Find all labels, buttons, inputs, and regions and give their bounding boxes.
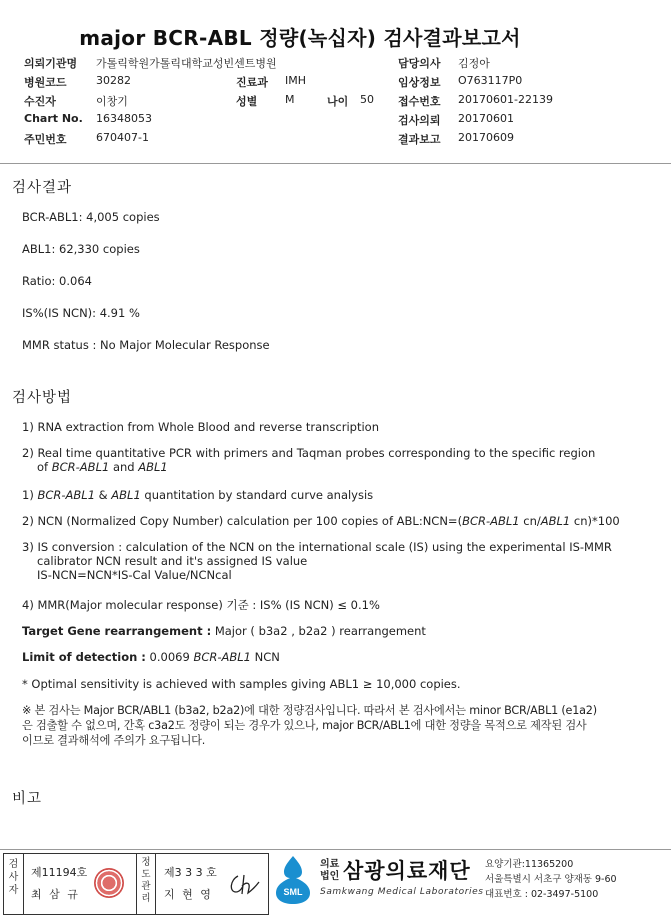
dept-value: IMH bbox=[285, 74, 307, 87]
header-row-2 bbox=[24, 74, 644, 93]
text-fragment: cn/ bbox=[519, 514, 541, 528]
method-step-mmr: 4) MMR(Major molecular response) 기준 : IS% (IS NCN) ≤ 0.1% bbox=[22, 598, 380, 612]
chart-value: 16348053 bbox=[96, 112, 152, 125]
report-date-label: 결과보고 bbox=[398, 133, 441, 146]
dept-label: 진료과 bbox=[236, 76, 268, 89]
patient-header bbox=[24, 55, 644, 150]
address: 서울특별시 서초구 양재동 9-60 bbox=[485, 874, 617, 885]
confirmer-license: 제3 3 3 호 bbox=[164, 866, 217, 879]
report-date-value: 20170609 bbox=[458, 131, 514, 144]
chart-label: Chart No. bbox=[24, 112, 83, 125]
hospital-code-label: 병원코드 bbox=[24, 76, 67, 89]
text-fragment: and bbox=[109, 460, 139, 474]
report-footer bbox=[0, 850, 671, 919]
gene-name: ABL1 bbox=[111, 488, 141, 502]
header-row-5 bbox=[24, 131, 644, 150]
examiner-license: 제11194호 bbox=[31, 866, 88, 879]
collector-value: 이창기 bbox=[96, 95, 128, 108]
sex-label: 성별 bbox=[236, 95, 258, 108]
resident-value: 670407-1 bbox=[96, 131, 149, 144]
lod-label: Limit of detection : bbox=[22, 650, 146, 664]
gene-name: ABL1 bbox=[540, 514, 571, 528]
signature-box bbox=[3, 853, 269, 915]
method-step-quantitation bbox=[22, 488, 662, 502]
gene-name: BCR-ABL1 bbox=[462, 514, 520, 528]
header-row-1 bbox=[24, 55, 644, 74]
caution-note bbox=[22, 703, 664, 748]
examiner-label bbox=[4, 854, 24, 914]
text-fragment: of bbox=[37, 460, 52, 474]
org-name-english: Samkwang Medical Laboratories bbox=[320, 887, 484, 897]
confirmer-name: 지 현 영 bbox=[164, 888, 213, 901]
target-gene-label: Target Gene rearrangement : bbox=[22, 624, 212, 638]
text-fragment: 0.0069 bbox=[145, 650, 194, 664]
gene-name: BCR-ABL1 bbox=[51, 460, 110, 474]
org-prefix-2: 법인 bbox=[320, 871, 340, 882]
examiner-name: 최 삼 규 bbox=[31, 888, 80, 901]
method-step-pcr-line1: 2) Real time quantitative PCR with primers and Taqman probes corresponding to the specific region bbox=[22, 446, 596, 460]
gene-name: BCR-ABL1 bbox=[193, 650, 251, 664]
age-label: 나이 bbox=[327, 95, 349, 108]
collector-label: 수진자 bbox=[24, 95, 56, 108]
phone: 대표번호 : 02-3497-5100 bbox=[485, 889, 599, 900]
result-abl1: ABL1: 62,330 copies bbox=[22, 242, 140, 256]
institution-label: 의뢰기관명 bbox=[24, 57, 78, 70]
confirmer-label-text: 정도관리 bbox=[141, 857, 151, 904]
age-value: 50 bbox=[360, 93, 374, 106]
optimal-sensitivity-note: * Optimal sensitivity is achieved with samples giving ABL1 ≥ 10,000 copies. bbox=[22, 677, 461, 691]
target-gene-line bbox=[22, 624, 662, 638]
result-mmr-status: MMR status : No Major Molecular Response bbox=[22, 338, 270, 352]
institution-value: 가톨릭학원가톨릭대학교성빈센트병원 bbox=[96, 57, 277, 70]
hospital-code-value: 30282 bbox=[96, 74, 131, 87]
clinical-info-label: 임상정보 bbox=[398, 76, 441, 89]
examiner-seal-icon bbox=[94, 868, 124, 898]
gene-name: ABL1 bbox=[138, 460, 168, 474]
org-prefix-1: 의료 bbox=[320, 859, 340, 870]
request-date-value: 20170601 bbox=[458, 112, 514, 125]
text-fragment: 2) NCN (Normalized Copy Number) calculation per 100 copies of ABL:NCN=( bbox=[22, 514, 463, 528]
header-row-3 bbox=[24, 93, 644, 112]
confirmer-label bbox=[136, 854, 156, 914]
examiner-label-text: 검사자 bbox=[8, 859, 19, 896]
receipt-value: 20170601-22139 bbox=[458, 93, 553, 106]
header-row-4 bbox=[24, 112, 644, 131]
signature-icon bbox=[226, 872, 262, 898]
text-fragment: cn)*100 bbox=[570, 514, 620, 528]
sml-logo-icon bbox=[272, 854, 314, 906]
doctor-label: 담당의사 bbox=[398, 57, 441, 70]
clinical-info-value: O763117P0 bbox=[458, 74, 523, 87]
method-step-is-conversion bbox=[22, 540, 662, 582]
text-fragment: quantitation by standard curve analysis bbox=[140, 488, 374, 502]
header-divider bbox=[0, 163, 671, 164]
sex-value: M bbox=[285, 93, 295, 106]
report-title: major BCR-ABL 정량(녹십자) 검사결과보고서 bbox=[79, 26, 521, 50]
method-step-pcr bbox=[22, 446, 662, 474]
text-fragment: & bbox=[95, 488, 112, 502]
result-bcr-abl1: BCR-ABL1: 4,005 copies bbox=[22, 210, 160, 224]
remarks-section-title: 비고 bbox=[12, 791, 43, 807]
method-step-ncn bbox=[22, 514, 662, 528]
request-date-label: 검사의뢰 bbox=[398, 114, 441, 127]
logo-text: SML bbox=[283, 887, 303, 897]
method-step-rna: 1) RNA extraction from Whole Blood and reverse transcription bbox=[22, 420, 380, 434]
result-ratio: Ratio: 0.064 bbox=[22, 274, 92, 288]
is-conversion-line1: 3) IS conversion : calculation of the NCN on the international scale (IS) using the experimental IS-MMR bbox=[22, 540, 612, 554]
results-section-title: 검사결과 bbox=[12, 180, 73, 196]
org-name: 삼광의료재단 bbox=[343, 859, 471, 883]
caution-note-line2: 은 검출할 수 없으며, 간혹 c3a2도 정량이 되는 경우가 있으나, major BCR/ABL1에 대한 정량을 목적으로 제작된 검사 bbox=[22, 719, 587, 732]
text-fragment: 1) bbox=[22, 488, 38, 502]
target-gene-value: Major ( b3a2 , b2a2 ) rearrangement bbox=[211, 624, 426, 638]
resident-label: 주민번호 bbox=[24, 133, 67, 146]
institution-number: 요양기관:11365200 bbox=[485, 859, 574, 870]
is-conversion-line2: calibrator NCN result and it's assigned IS value bbox=[37, 554, 308, 568]
text-fragment: NCN bbox=[251, 650, 280, 664]
contact-info bbox=[485, 857, 617, 902]
result-is: IS%(IS NCN): 4.91 % bbox=[22, 306, 140, 320]
is-conversion-line3: IS-NCN=NCN*IS-Cal Value/NCNcal bbox=[37, 568, 232, 582]
limit-of-detection-line bbox=[22, 650, 662, 664]
doctor-value: 김정아 bbox=[458, 57, 490, 70]
receipt-label: 접수번호 bbox=[398, 95, 441, 108]
method-section-title: 검사방법 bbox=[12, 390, 73, 406]
caution-note-line3: 이므로 결과해석에 주의가 요구됩니다. bbox=[22, 734, 206, 747]
caution-note-line1: ※ 본 검사는 Major BCR/ABL1 (b3a2, b2a2)에 대한 정량검사입니다. 따라서 본 검사에서는 minor BCR/ABL1 (e1a2) bbox=[22, 704, 597, 717]
method-step-pcr-line2 bbox=[22, 460, 662, 474]
gene-name: BCR-ABL1 bbox=[37, 488, 96, 502]
